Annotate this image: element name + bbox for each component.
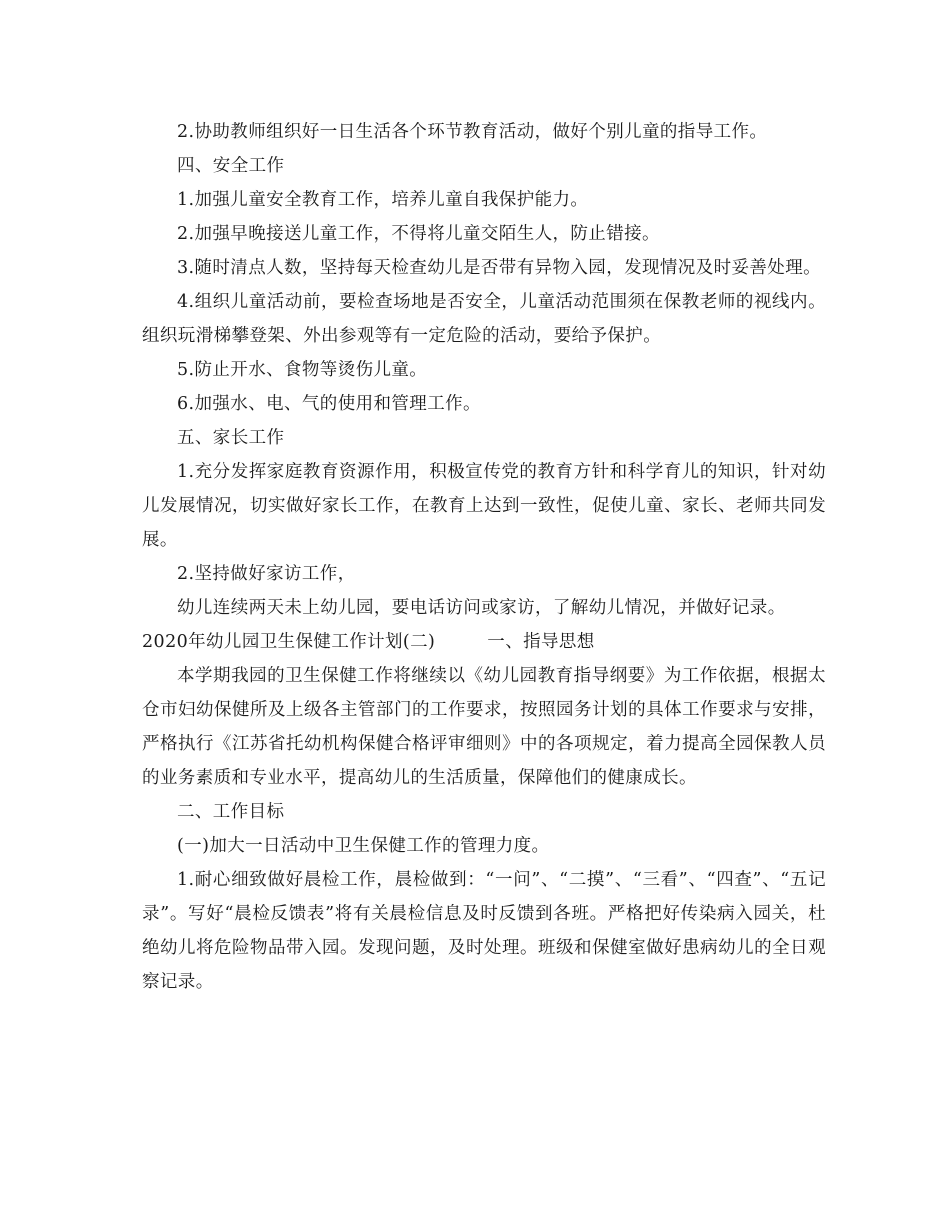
paragraph-morning-check: 1.耐心细致做好晨检工作，晨检做到：“一问”、“二摸”、“三看”、“四查”、“五记录”。写好“晨检反馈表”将有关晨检信息及时反馈到各班。严格把好传染病入园关，杜绝幼儿将危险物品带入园。发现问题，及时处理。班级和保健室做好患病幼儿的全日观察记录。 [142,870,826,992]
paragraph-safety-3: 3.随时清点人数，坚持每天检查幼儿是否带有异物入园，发现情况及时妥善处理。 [177,258,821,278]
section-heading-safety: 四、安全工作 [177,156,285,176]
paragraph-parents-2: 2.坚持做好家访工作， [177,564,356,584]
plan-first-heading: 一、指导思想 [487,632,595,652]
plan-title: 2020年幼儿园卫生保健工作计划(二) [142,632,436,652]
plan-title-line [142,625,826,659]
paragraph-safety-5: 5.防止开水、食物等烫伤儿童。 [177,360,428,380]
paragraph-safety-4: 4.组织儿童活动前，要检查场地是否安全，儿童活动范围须在保教老师的视线内。组织玩滑梯攀登架、外出参观等有一定危险的活动，要给予保护。 [142,292,826,346]
section-heading-goals: 二、工作目标 [177,802,285,822]
paragraph-safety-6: 6.加强水、电、气的使用和管理工作。 [177,394,481,414]
paragraph-goal-1: (一)加大一日活动中卫生保健工作的管理力度。 [177,836,550,856]
paragraph-safety-1: 1.加强儿童安全教育工作，培养儿童自我保护能力。 [177,190,589,210]
paragraph-guiding-thought: 本学期我园的卫生保健工作将继续以《幼儿园教育指导纲要》为工作依据，根据太仓市妇幼保健所及上级各主管部门的工作要求，按照园务计划的具体工作要求与安排，严格执行《江苏省托幼机构保健合格评审细则》中的各项规定，着力提高全园保教人员的业务素质和专业水平，提高幼儿的生活质量，保障他们的健康成长。 [142,666,826,788]
document-body [142,115,826,999]
paragraph-guide-individual: 2.协助教师组织好一日生活各个环节教育活动，做好个别儿童的指导工作。 [177,122,768,142]
paragraph-parents-1: 1.充分发挥家庭教育资源作用，积极宣传党的教育方针和科学育儿的知识，针对幼儿发展情况，切实做好家长工作，在教育上达到一致性，促使儿童、家长、老师共同发展。 [142,462,826,550]
paragraph-home-visit: 幼儿连续两天未上幼儿园，要电话访问或家访，了解幼儿情况，并做好记录。 [177,598,786,618]
section-heading-parents: 五、家长工作 [177,428,285,448]
paragraph-safety-2: 2.加强早晚接送儿童工作，不得将儿童交陌生人，防止错接。 [177,224,660,244]
